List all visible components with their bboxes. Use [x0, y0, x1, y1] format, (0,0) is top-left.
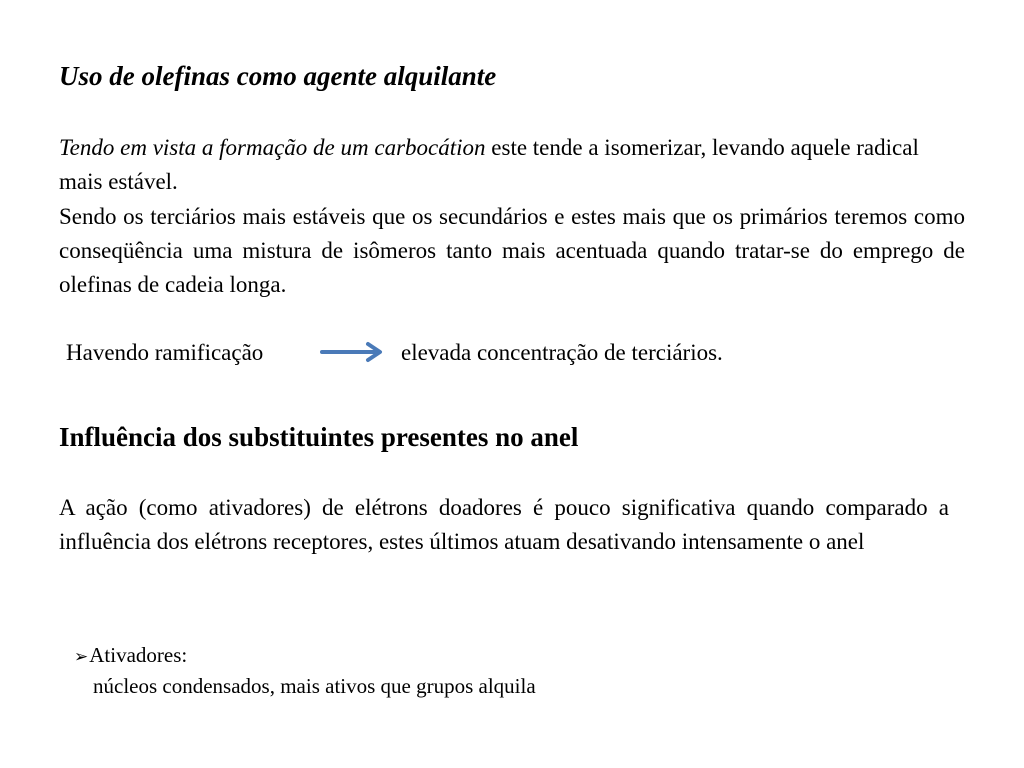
section-title-substituents: Influência dos substituintes presentes no anel — [59, 422, 579, 452]
section-title-olefins: Uso de olefinas como agente alquilante — [59, 61, 497, 91]
paragraph-carbocation-rest: este tende a isomerizar, levando aquele radical mais estável. — [59, 135, 919, 194]
relation-left-text: Havendo ramificação — [66, 340, 264, 365]
relation-right-text: elevada concentração de terciários. — [401, 340, 723, 365]
paragraph-carbocation-italic: Tendo em vista a formação de um carbocátion — [59, 135, 486, 160]
bullet-activators-label: Ativadores: — [89, 643, 188, 667]
bullet-activators — [74, 640, 187, 672]
right-arrow-icon — [320, 341, 386, 363]
paragraph-isomers: Sendo os terciários mais estáveis que os secundários e estes mais que os primários teremos como conseqüência uma mistura de isômeros tanto mais acentuada quando tratar-se do emprego de olefinas de cadeia longa. — [59, 204, 965, 297]
arrowhead-bullet-icon: ➢ — [74, 647, 89, 667]
paragraph-carbocation — [59, 131, 959, 199]
paragraph-electrons: A ação (como ativadores) de elétrons doadores é pouco significativa quando comparado a influência dos elétrons receptores, estes últimos atuam desativando intensamente o anel — [59, 495, 949, 554]
bullet-activators-detail: núcleos condensados, mais ativos que grupos alquila — [93, 674, 536, 698]
